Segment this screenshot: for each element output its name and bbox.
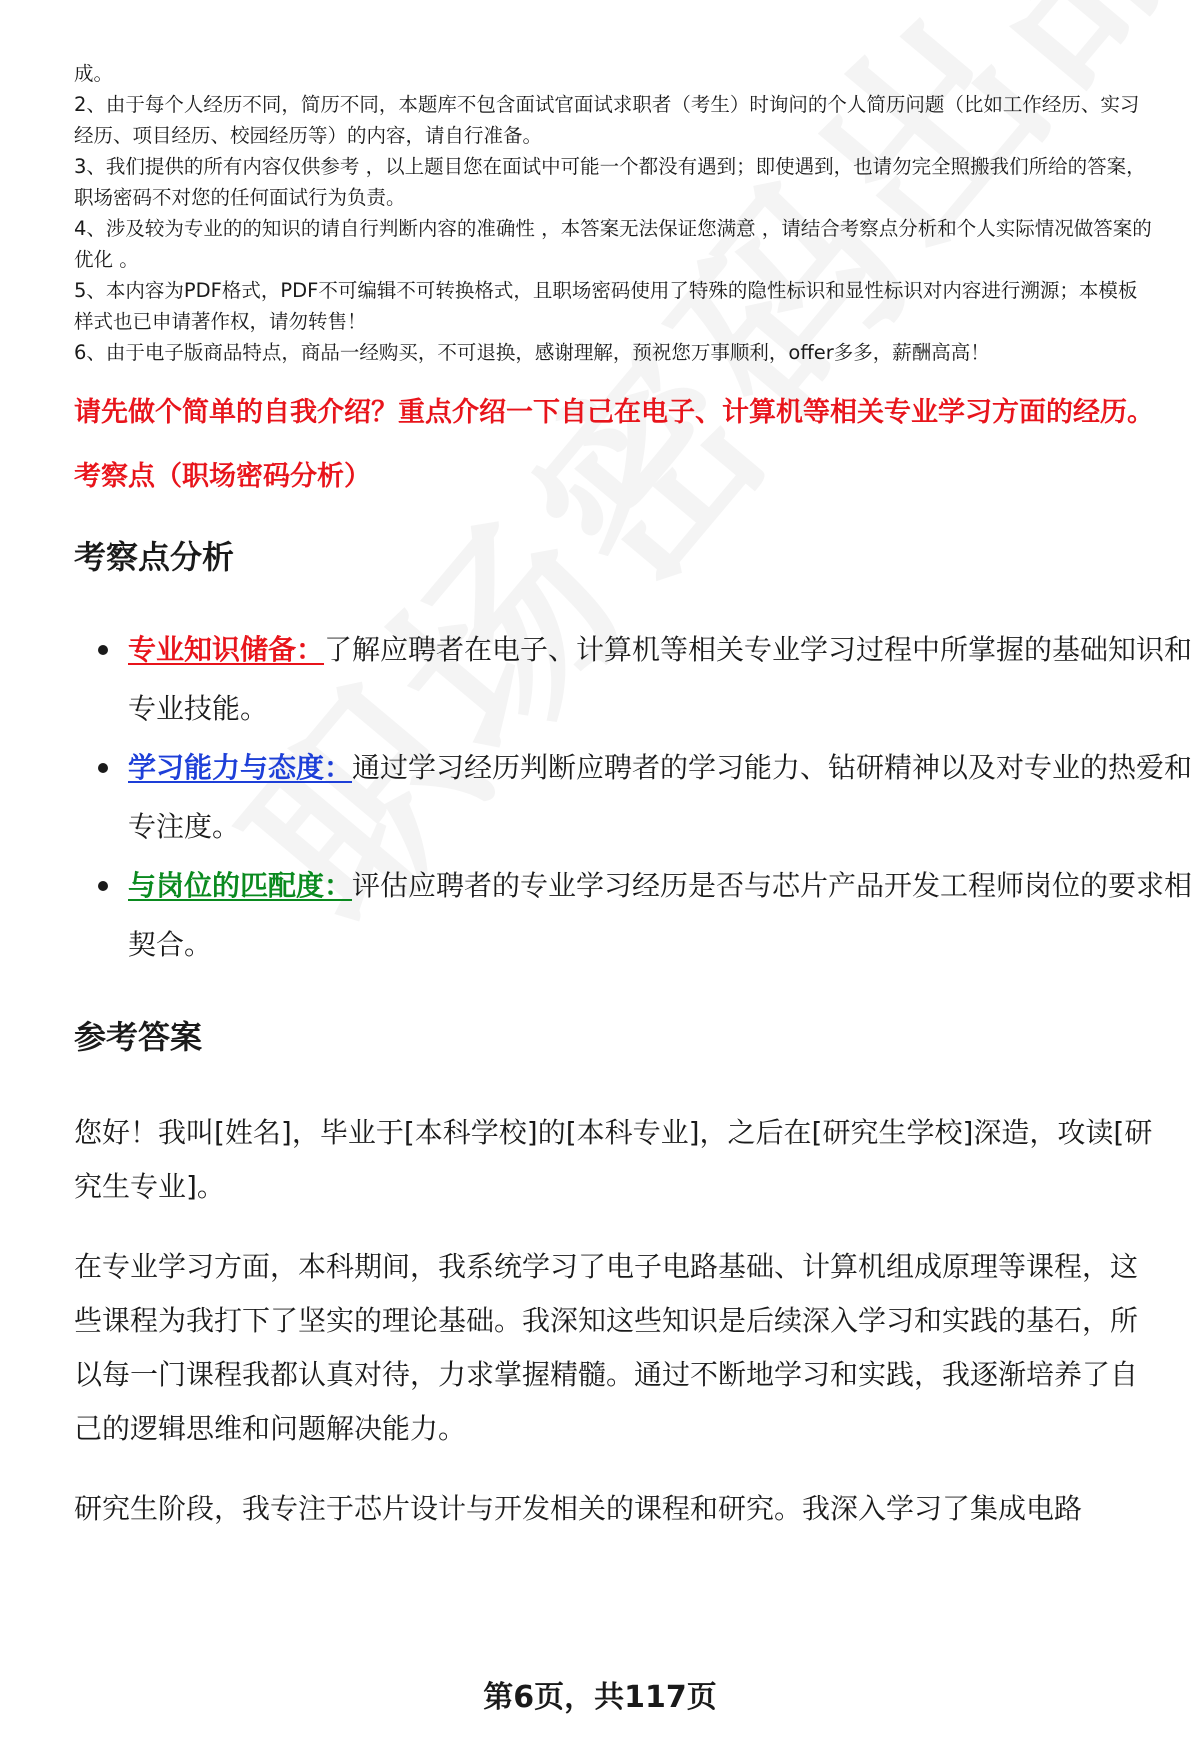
interview-question: 请先做个简单的自我介绍？重点介绍一下自己在电子、计算机等相关专业学习方面的经历。 bbox=[74, 397, 1154, 428]
page-number: 第6页，共117页 bbox=[483, 1680, 717, 1715]
item-text: 通过学习经历判断应聘者的学习能力、钻研精神以及对专业的热爱和专注度。 bbox=[128, 751, 1193, 843]
item-label: 与岗位的匹配度： bbox=[128, 869, 353, 902]
answer-body bbox=[74, 1106, 1154, 1536]
item-label: 专业知识储备： bbox=[128, 633, 325, 666]
item-label: 学习能力与态度： bbox=[128, 751, 353, 784]
list-item bbox=[74, 738, 1200, 856]
note-line: 2、由于每个人经历不同，简历不同，本题库不包含面试官面试求职者（考生）时询问的个人简历问题（比如工作经历、实习经历、项目经历、校园经历等）的内容，请自行准备。 bbox=[74, 93, 1140, 147]
item-text: 评估应聘者的专业学习经历是否与芯片产品开发工程师岗位的要求相契合。 bbox=[128, 869, 1193, 961]
disclaimer-notes bbox=[74, 58, 1154, 368]
page-content bbox=[74, 58, 1193, 1536]
bullet-icon bbox=[98, 881, 108, 891]
bullet-icon bbox=[98, 645, 108, 655]
answer-paragraph: 在专业学习方面，本科期间，我系统学习了电子电路基础、计算机组成原理等课程，这些课程为我打下了坚实的理论基础。我深知这些知识是后续深入学习和实践的基石，所以每一门课程我都认真对待，力求掌握精髓。通过不断地学习和实践，我逐渐培养了自己的逻辑思维和问题解决能力。 bbox=[74, 1250, 1139, 1445]
note-line: 成。 bbox=[74, 62, 114, 85]
analysis-list bbox=[74, 620, 1193, 974]
note-line: 3、我们提供的所有内容仅供参考 ，以上题目您在面试中可能一个都没有遇到；即使遇到，也请勿完全照搬我们所给的答案，职场密码不对您的任何面试行为负责。 bbox=[74, 155, 1146, 209]
answer-title: 参考答案 bbox=[74, 1018, 203, 1056]
list-item bbox=[74, 856, 1200, 974]
bullet-icon bbox=[98, 763, 108, 773]
note-line: 5、本内容为PDF格式，PDF不可编辑不可转换格式，且职场密码使用了特殊的隐性标识和显性标识对内容进行溯源；本模板样式也已申请著作权，请勿转售！ bbox=[74, 279, 1138, 333]
analysis-title: 考察点分析 bbox=[74, 538, 235, 576]
answer-paragraph: 您好！我叫[姓名]，毕业于[本科学校]的[本科专业]，之后在[研究生学校]深造，攻读[研究生专业]。 bbox=[74, 1116, 1153, 1203]
item-text: 了解应聘者在电子、计算机等相关专业学习过程中所掌握的基础知识和专业技能。 bbox=[128, 633, 1193, 725]
note-line: 6、由于电子版商品特点，商品一经购买，不可退换，感谢理解，预祝您万事顺利，offer多多，薪酬高高！ bbox=[74, 341, 990, 364]
exam-point-heading: 考察点（职场密码分析） bbox=[74, 461, 371, 492]
list-item bbox=[74, 620, 1200, 738]
note-line: 4、涉及较为专业的的知识的请自行判断内容的准确性 ，本答案无法保证您满意 ，请结合考察点分析和个人实际情况做答案的优化 。 bbox=[74, 217, 1152, 271]
answer-paragraph: 研究生阶段，我专注于芯片设计与开发相关的课程和研究。我深入学习了集成电路 bbox=[74, 1492, 1083, 1525]
